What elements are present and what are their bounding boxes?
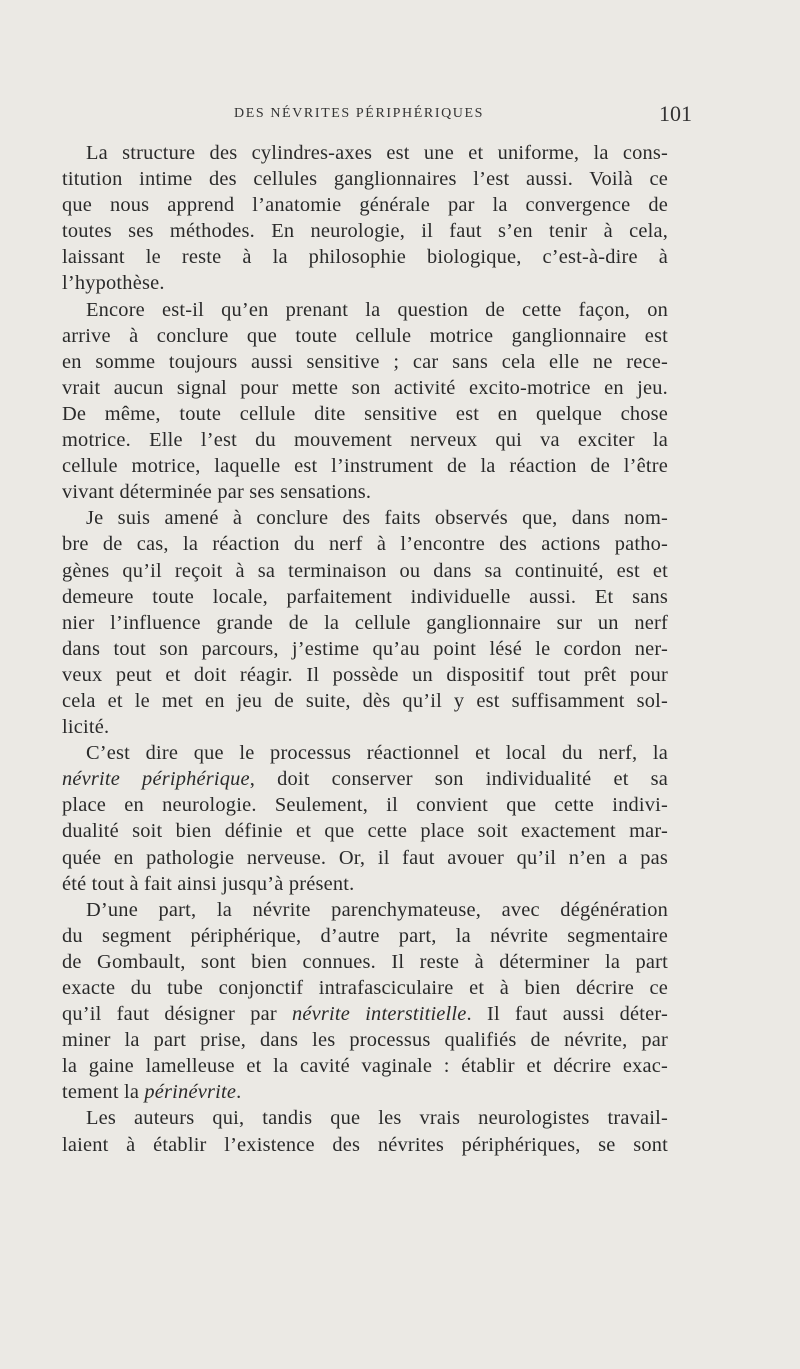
page-number: 101 bbox=[659, 101, 692, 126]
text-line bbox=[62, 871, 668, 897]
text-line bbox=[62, 949, 668, 975]
body-text bbox=[62, 140, 668, 1158]
line-text: demeure toute locale, parfaitement individuelle aussi. Et sans bbox=[62, 585, 668, 608]
line-text: tement la bbox=[62, 1081, 145, 1104]
text-line bbox=[62, 427, 668, 453]
line-text: vivant déterminée par ses sensations. bbox=[62, 481, 372, 504]
line-text: titution intime des cellules ganglionnaires l’est aussi. Voilà ce bbox=[62, 168, 668, 191]
italic-term: névrite interstitielle bbox=[292, 1003, 467, 1026]
line-text: dualité soit bien définie et que cette place soit exactement mar- bbox=[62, 820, 668, 843]
line-text: licité. bbox=[62, 716, 110, 739]
line-text: . bbox=[236, 1081, 242, 1104]
line-text: veux peut et doit réagir. Il possède un dispositif tout prêt pour bbox=[62, 663, 668, 686]
line-text: du segment périphérique, d’autre part, la névrite segmentaire bbox=[62, 924, 668, 947]
text-line bbox=[62, 1027, 668, 1053]
text-line bbox=[62, 792, 668, 818]
line-text: qu’il faut désigner par bbox=[62, 1003, 293, 1026]
line-text: De même, toute cellule dite sensitive est en quelque chose bbox=[62, 402, 668, 425]
text-line bbox=[62, 531, 668, 557]
line-text: la gaine lamelleuse et la cavité vaginale : établir et décrire exac- bbox=[62, 1055, 668, 1078]
running-title: DES NÉVRITES PÉRIPHÉRIQUES bbox=[234, 106, 485, 121]
text-line bbox=[62, 323, 668, 349]
text-line bbox=[62, 818, 668, 844]
line-text: D’une part, la névrite parenchymateuse, avec dégénération bbox=[86, 898, 668, 921]
line-text: place en neurologie. Seulement, il convient que cette indivi- bbox=[62, 794, 668, 817]
text-line bbox=[62, 453, 668, 479]
line-text: gènes qu’il reçoit à sa terminaison ou dans sa continuité, est et bbox=[62, 559, 668, 582]
line-text: motrice. Elle l’est du mouvement nerveux qui va exciter la bbox=[62, 429, 668, 452]
text-line bbox=[62, 218, 668, 244]
line-text: bre de cas, la réaction du nerf à l’encontre des actions patho- bbox=[62, 533, 668, 556]
text-line bbox=[62, 845, 668, 871]
line-text: cellule motrice, laquelle est l’instrument de la réaction de l’être bbox=[62, 455, 668, 478]
text-line bbox=[62, 244, 668, 270]
text-line bbox=[62, 192, 668, 218]
line-text: laissant le reste à la philosophie biologique, c’est-à-dire à bbox=[62, 246, 668, 269]
text-line bbox=[62, 1079, 668, 1105]
text-line bbox=[62, 270, 668, 296]
text-line bbox=[62, 923, 668, 949]
text-line bbox=[62, 349, 668, 375]
line-text: vrait aucun signal pour mette son activité excito-motrice en jeu. bbox=[62, 376, 668, 399]
line-text: été tout à fait ainsi jusqu’à présent. bbox=[62, 872, 355, 895]
line-text: , doit conserver son individualité et sa bbox=[249, 768, 668, 791]
italic-term: périnévrite bbox=[144, 1081, 237, 1104]
line-text: toutes ses méthodes. En neurologie, il faut s’en tenir à cela, bbox=[62, 220, 668, 243]
line-text: dans tout son parcours, j’estime qu’au point lésé le cordon ner- bbox=[62, 637, 668, 660]
text-line bbox=[62, 1105, 668, 1131]
text-line bbox=[62, 584, 668, 610]
text-line bbox=[62, 1132, 668, 1158]
text-line bbox=[62, 610, 668, 636]
page-header bbox=[110, 101, 692, 132]
line-text: Je suis amené à conclure des faits observés que, dans nom- bbox=[86, 507, 668, 530]
line-text: laient à établir l’existence des névrites périphériques, se sont bbox=[62, 1133, 668, 1156]
line-text: de Gombault, sont bien connues. Il reste à déterminer la part bbox=[62, 950, 668, 973]
line-text: que nous apprend l’anatomie générale par la convergence de bbox=[62, 194, 668, 217]
line-text: exacte du tube conjonctif intrafasciculaire et à bien décrire ce bbox=[62, 977, 668, 999]
line-text: l’hypothèse. bbox=[62, 272, 165, 295]
text-line bbox=[62, 975, 668, 1001]
text-line bbox=[62, 636, 668, 662]
text-line bbox=[62, 401, 668, 427]
text-line bbox=[62, 479, 668, 505]
line-text: C’est dire que le processus réactionnel et local du nerf, la bbox=[86, 742, 668, 765]
line-text: . Il faut aussi déter- bbox=[466, 1003, 668, 1026]
text-line bbox=[62, 1001, 668, 1027]
text-line bbox=[62, 166, 668, 192]
line-text: cela et le met en jeu de suite, dès qu’il y est suffisamment sol- bbox=[62, 689, 668, 712]
italic-term: névrite périphérique bbox=[62, 768, 250, 791]
line-text: nier l’influence grande de la cellule ganglionnaire sur un nerf bbox=[62, 611, 668, 634]
line-text: miner la part prise, dans les processus qualifiés de névrite, par bbox=[62, 1029, 668, 1052]
text-line bbox=[62, 140, 668, 166]
line-text: Les auteurs qui, tandis que les vrais neurologistes travail- bbox=[86, 1107, 668, 1130]
text-line bbox=[62, 375, 668, 401]
text-line bbox=[62, 714, 668, 740]
line-text: en somme toujours aussi sensitive ; car sans cela elle ne rece- bbox=[62, 350, 668, 373]
text-line bbox=[62, 766, 668, 792]
text-line bbox=[62, 740, 668, 766]
text-line bbox=[62, 505, 668, 531]
line-text: Encore est-il qu’en prenant la question de cette façon, on bbox=[86, 298, 668, 321]
line-text: quée en pathologie nerveuse. Or, il faut avouer qu’il n’en a pas bbox=[62, 846, 668, 869]
line-text: La structure des cylindres-axes est une et uniforme, la cons- bbox=[86, 142, 668, 164]
text-line bbox=[62, 897, 668, 923]
text-line bbox=[62, 688, 668, 714]
text-line bbox=[62, 558, 668, 584]
text-line bbox=[62, 297, 668, 323]
text-line bbox=[62, 662, 668, 688]
line-text: arrive à conclure que toute cellule motrice ganglionnaire est bbox=[62, 324, 668, 347]
text-line bbox=[62, 1053, 668, 1079]
